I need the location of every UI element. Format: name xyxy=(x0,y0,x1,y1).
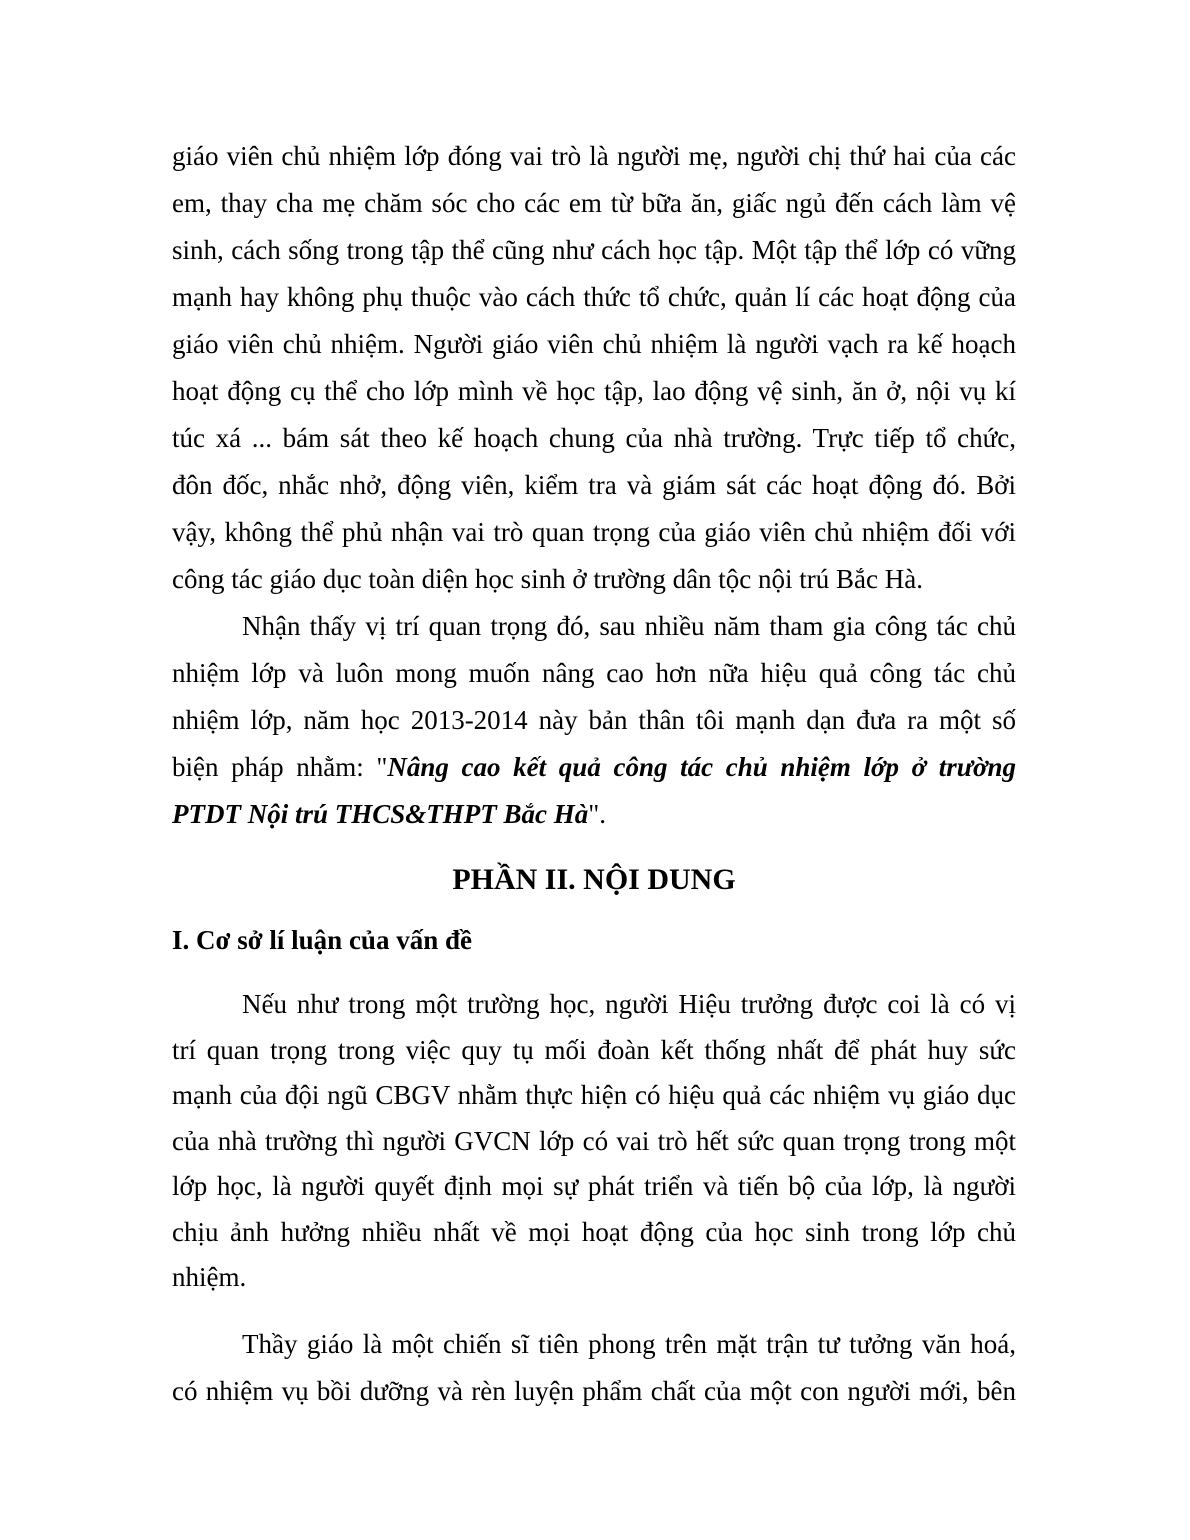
paragraph-teacher-role xyxy=(172,1321,1016,1415)
text-line: đôn đốc, nhắc nhở, động viên, kiểm tra và giám sát các hoạt động đó. Bởi xyxy=(172,470,1016,500)
paragraph-motivation xyxy=(172,603,1016,838)
text-line: Nhận thấy vị trí quan trọng đó, sau nhiều năm tham gia công tác chủ xyxy=(242,611,1016,641)
paragraph-theory xyxy=(172,982,1016,1301)
text-line: giáo viên chủ nhiệm lớp đóng vai trò là người mẹ, người chị thứ hai của các xyxy=(172,141,1016,171)
text-line xyxy=(172,791,1016,838)
part-heading: PHẦN II. NỘI DUNG xyxy=(452,863,736,896)
text-line: có nhiệm vụ bồi dưỡng và rèn luyện phẩm chất của một con người mới, bên xyxy=(172,1375,1016,1406)
text-line: sinh, cách sống trong tập thể cũng như cách học tập. Một tập thể lớp có vững xyxy=(172,235,1016,265)
topic-title-emphasis: Nâng cao kết quả công tác chủ nhiệm lớp ở trường xyxy=(387,752,1016,782)
section-heading: I. Cơ sở lí luận của vấn đề xyxy=(172,925,472,955)
text-line: chịu ảnh hưởng nhiều nhất về mọi hoạt động của học sinh trong lớp chủ xyxy=(172,1216,1016,1247)
text-line: giáo viên chủ nhiệm. Người giáo viên chủ nhiệm là người vạch ra kế hoạch xyxy=(172,329,1016,359)
text-line xyxy=(172,744,1016,791)
text-run: biện pháp nhằm: " xyxy=(172,752,388,782)
text-line: túc xá ... bám sát theo kế hoạch chung của nhà trường. Trực tiếp tổ chức, xyxy=(172,423,1016,453)
text-line: hoạt động cụ thể cho lớp mình về học tập, lao động vệ sinh, ăn ở, nội vụ kí xyxy=(172,376,1016,406)
document-page xyxy=(172,133,1016,1415)
text-line: Nếu như trong một trường học, người Hiệu trưởng được coi là có vị xyxy=(242,989,1016,1019)
topic-title-emphasis: PTDT Nội trú THCS&THPT Bắc Hà xyxy=(172,799,589,829)
text-line: mạnh hay không phụ thuộc vào cách thức tổ chức, quản lí các hoạt động của xyxy=(172,282,1016,312)
text-line: mạnh của đội ngũ CBGV nhằm thực hiện có hiệu quả các nhiệm vụ giáo dục xyxy=(172,1080,1016,1110)
paragraph-intro xyxy=(172,133,1016,603)
text-line: trí quan trọng trong việc quy tụ mối đoàn kết thống nhất để phát huy sức xyxy=(172,1034,1016,1065)
text-line: công tác giáo dục toàn diện học sinh ở trường dân tộc nội trú Bắc Hà. xyxy=(172,564,923,594)
text-line: nhiệm. xyxy=(172,1262,247,1292)
text-line: vậy, không thể phủ nhận vai trò quan trọng của giáo viên chủ nhiệm đối với xyxy=(172,517,1016,547)
text-line: nhiệm lớp và luôn mong muốn nâng cao hơn nữa hiệu quả công tác chủ xyxy=(172,658,1016,688)
text-line: của nhà trường thì người GVCN lớp có vai trò hết sức quan trọng trong một xyxy=(172,1125,1016,1156)
text-line: em, thay cha mẹ chăm sóc cho các em từ bữa ăn, giấc ngủ đến cách làm vệ xyxy=(172,188,1016,218)
text-line: lớp học, là người quyết định mọi sự phát triển và tiến bộ của lớp, là người xyxy=(172,1171,1016,1201)
text-run: ". xyxy=(588,799,607,829)
text-line: nhiệm lớp, năm học 2013-2014 này bản thân tôi mạnh dạn đưa ra một số xyxy=(172,705,1016,735)
text-line: Thầy giáo là một chiến sĩ tiên phong trên mặt trận tư tưởng văn hoá, xyxy=(242,1328,1016,1359)
